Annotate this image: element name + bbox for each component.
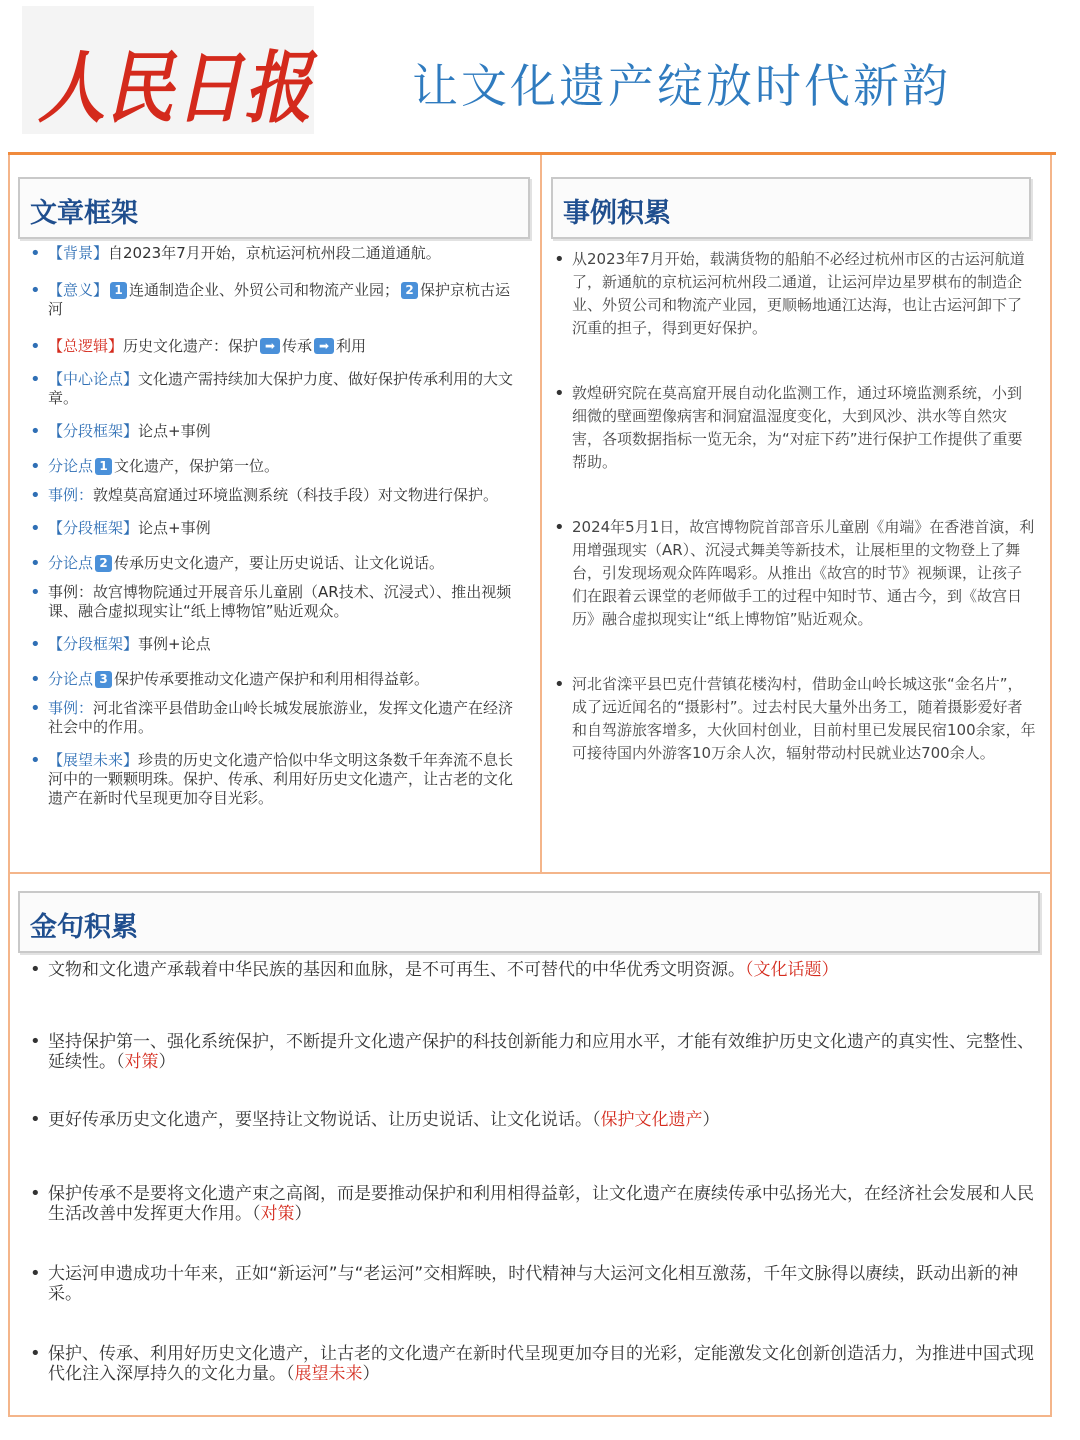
arrow-right-icon: ➡	[260, 338, 280, 354]
examples-title: 事例积累	[563, 198, 671, 229]
list-item: • 【背景】自2023年7月开始，京杭运河杭州段二通道通航。	[28, 244, 518, 263]
list-item: • 分论点 3 保护传承要推动文化遗产保护和利用相得益彰。	[28, 670, 518, 689]
quotes-list	[28, 960, 1038, 1384]
list-item: • 事例：敦煌莫高窟通过环境监测系统（科技手段）对文物进行保护。	[28, 486, 518, 505]
quotes-title: 金句积累	[30, 912, 138, 943]
list-item: • 【分段框架】事例+论点	[28, 635, 518, 654]
list-item: • 【分段框架】论点+事例	[28, 422, 518, 441]
list-item: • 【中心论点】文化遗产需持续加大保护力度、做好保护传承利用的大文章。	[28, 370, 518, 408]
framework-list	[28, 244, 518, 822]
header	[0, 0, 1080, 150]
examples-list	[552, 248, 1036, 765]
list-item: • 事例：故宫博物院通过开展音乐儿童剧（AR技术、沉浸式）、推出视频课、融合虚拟现实让“纸上博物馆”贴近观众。	[28, 583, 518, 621]
list-item: • 分论点 2 传承历史文化遗产，要让历史说话、让文化说话。	[28, 554, 518, 573]
list-item: • 分论点 1 文化遗产，保护第一位。	[28, 457, 518, 476]
examples-header	[551, 177, 1031, 239]
arrow-right-icon: ➡	[314, 338, 334, 354]
quotes-header	[18, 891, 1040, 953]
number-3-badge: 3	[95, 671, 112, 688]
list-item: • 坚持保护第一、强化系统保护，不断提升文化遗产保护的科技创新能力和应用水平，才能有效维护历史文化遗产的真实性、完整性、延续性。（对策）	[28, 1032, 1038, 1072]
list-item: • 【总逻辑】历史文化遗产：保护 ➡ 传承 ➡ 利用	[28, 337, 518, 356]
number-1-badge: 1	[110, 282, 127, 299]
list-item: • 保护传承不是要将文化遗产束之高阁，而是要推动保护和利用相得益彰，让文化遗产在赓续传承中弘扬光大，在经济社会发展和人民生活改善中发挥更大作用。（对策）	[28, 1184, 1038, 1224]
list-item: • 敦煌研究院在莫高窟开展自动化监测工作，通过环境监测系统，小到细微的壁画塑像病害和洞窟温湿度变化，大到风沙、洪水等自然灾害，各项数据指标一览无余，为“对症下药”进行保护工作提供了重要帮助。	[552, 382, 1036, 474]
number-2-badge: 2	[401, 282, 418, 299]
framework-header	[18, 177, 530, 239]
number-2-badge: 2	[95, 555, 112, 572]
list-item: • 【意义】 1 连通制造企业、外贸公司和物流产业园； 2 保护京杭古运河	[28, 281, 518, 319]
section-divider	[8, 872, 1052, 874]
list-item: • 文物和文化遗产承载着中华民族的基因和血脉，是不可再生、不可替代的中华优秀文明资源。（文化话题）	[28, 960, 1038, 980]
framework-title: 文章框架	[30, 198, 138, 229]
list-item: • 保护、传承、利用好历史文化遗产，让古老的文化遗产在新时代呈现更加夺目的光彩，定能激发文化创新创造活力，为推进中国式现代化注入深厚持久的文化力量。（展望未来）	[28, 1344, 1038, 1384]
newspaper-logo	[22, 6, 314, 134]
page-title: 让文化遗产绽放时代新韵	[412, 59, 951, 113]
list-item: • 大运河申遗成功十年来，正如“新运河”与“老运河”交相辉映，时代精神与大运河文化相互激荡，千年文脉得以赓续，跃动出新的神采。	[28, 1264, 1038, 1304]
list-item: • 从2023年7月开始，载满货物的船舶不必经过杭州市区的古运河航道了，新通航的京杭运河杭州段二通道，让运河岸边星罗棋布的制造企业、外贸公司和物流产业园，更顺畅地通江达海，也让古运河卸下了沉重的担子，得到更好保护。	[552, 248, 1036, 340]
list-item: • 【分段框架】论点+事例	[28, 519, 518, 538]
list-item: • 事例：河北省滦平县借助金山岭长城发展旅游业，发挥文化遗产在经济社会中的作用。	[28, 699, 518, 737]
list-item: • 【展望未来】珍贵的历史文化遗产恰似中华文明这条数千年奔流不息长河中的一颗颗明珠。保护、传承、利用好历史文化遗产，让古老的文化遗产在新时代呈现更加夺目光彩。	[28, 751, 518, 808]
logo-text: 人民日报	[38, 43, 314, 134]
number-1-badge: 1	[95, 458, 112, 475]
list-item: • 更好传承历史文化遗产，要坚持让文物说话、让历史说话、让文化说话。（保护文化遗产）	[28, 1110, 1038, 1130]
column-divider	[540, 155, 542, 873]
list-item: • 河北省滦平县巴克什营镇花楼沟村，借助金山岭长城这张“金名片”，成了远近闻名的“摄影村”。过去村民大量外出务工，随着摄影爱好者和自驾游旅客增多，大伙回村创业，目前村里已发展民宿100余家，年可接待国内外游客10万余人次，辐射带动村民就业达700余人。	[552, 673, 1036, 765]
list-item: • 2024年5月1日，故宫博物院首部音乐儿童剧《甪端》在香港首演，利用增强现实（AR）、沉浸式舞美等新技术，让展柜里的文物登上了舞台，引发现场观众阵阵喝彩。从推出《故宫的时节》视频课，让孩子们在跟着云课堂的老师做手工的过程中知时节、通古今，到《故宫日历》融合虚拟现实让“纸上博物馆”贴近观众。	[552, 516, 1036, 631]
